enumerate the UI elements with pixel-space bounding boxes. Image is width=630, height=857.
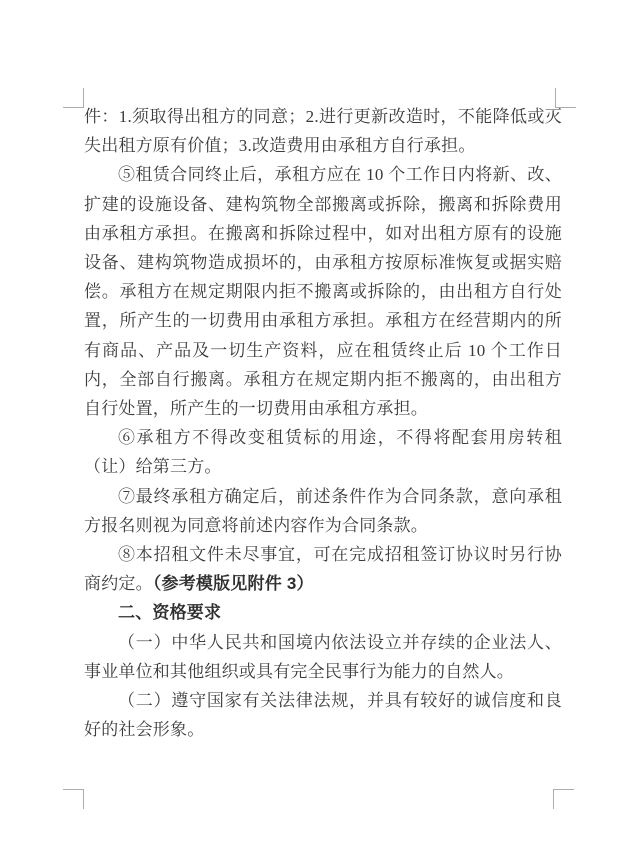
paragraph-requirement-2: （二）遵守国家有关法律法规，并具有较好的诚信度和良好的社会形象。	[84, 691, 562, 740]
paragraph-clause-6: ⑥承租方不得改变租赁标的用途，不得将配套用房转租（让）给第三方。	[84, 428, 562, 477]
text-boundary-mark-top-left	[63, 88, 84, 108]
section-heading-qualification-requirements: 二、资格要求	[118, 603, 222, 623]
document-body	[84, 102, 562, 744]
paragraph-clause-5: ⑤租赁合同终止后，承租方应在 10 个工作日内将新、改、扩建的设施设备、建构筑物全部搬离或拆除，搬离和拆除费用由承租方承担。在搬离和拆除过程中，如对出租方原有的设施设备、建构筑物造成损坏的，由承租方按原标准恢复或据实赔偿。承租方在规定期限内拒不搬离或拆除的，由出租方自行处置，所产生的一切费用由承租方承担。承租方在经营期内的所有商品、产品及一切生产资料，应在租赁终止后 10 个工作日内，全部自行搬离。承租方在规定期内拒不搬离的，由出租方自行处置，所产生的一切费用由承租方承担。	[84, 165, 562, 419]
paragraph-clause-8-text: ⑧本招租文件未尽事宜，可在完成招租签订协议时另行协商约定。	[84, 545, 562, 594]
paragraph-clause-7: ⑦最终承租方确定后，前述条件作为合同条款，意向承租方报名则视为同意将前述内容作为合同条款。	[84, 486, 562, 535]
text-boundary-mark-bottom-left	[63, 789, 84, 809]
paragraph-clause-8	[84, 540, 562, 598]
paragraph-clause-8-attachment-note: （参考模版见附件 3）	[152, 574, 314, 594]
text-boundary-mark-bottom-right	[553, 789, 574, 809]
paragraph-continuation: 件：1.须取得出租方的同意；2.进行更新改造时，不能降低或灭失出租方原有价值；3.改造费用由承租方自行承担。	[84, 107, 562, 156]
paragraph-requirement-1: （一）中华人民共和国境内依法设立并存续的企业法人、事业单位和其他组织或具有完全民事行为能力的自然人。	[84, 632, 562, 681]
